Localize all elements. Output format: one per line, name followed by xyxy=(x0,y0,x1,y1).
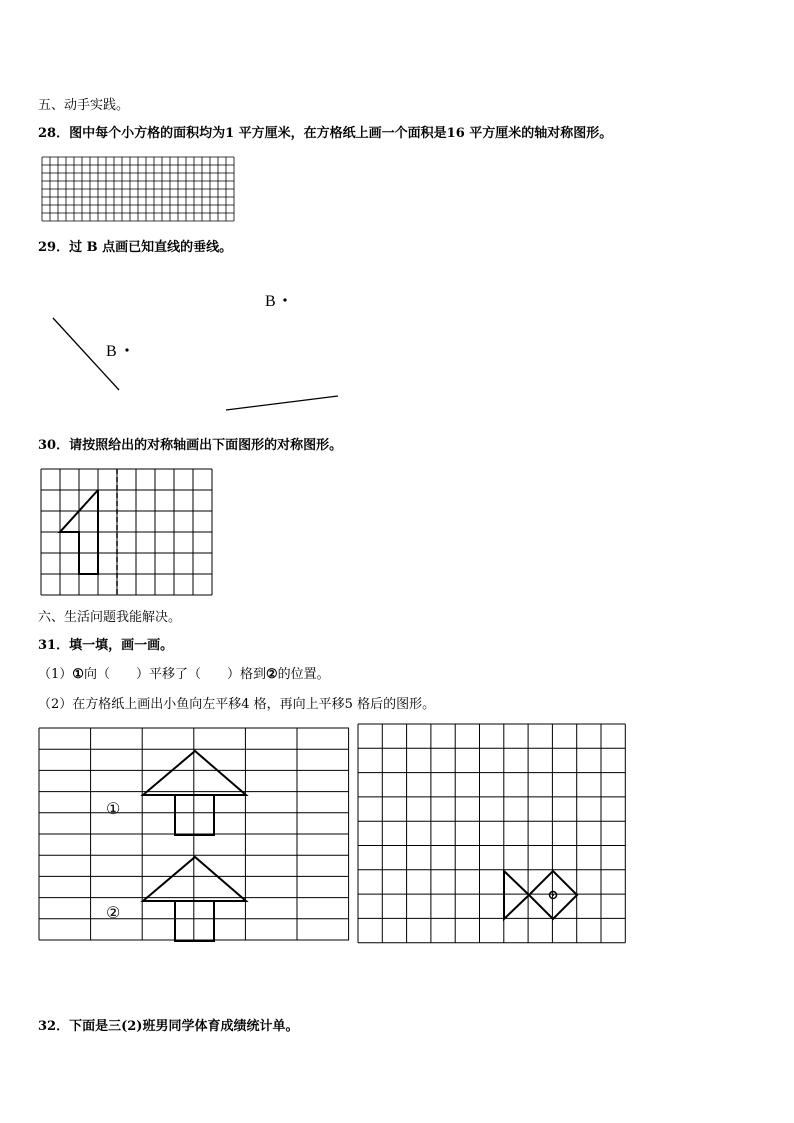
question-29-text: 29．过 B 点画已知直线的垂线。 xyxy=(38,240,233,255)
point-b-dot-upper xyxy=(283,298,286,301)
question-31-part1 xyxy=(38,668,330,681)
q28-square-grid xyxy=(40,155,236,221)
arrow-shape-1 xyxy=(143,751,246,835)
part1-middle-text: 向（ ）平移了（ ）格到 xyxy=(83,667,266,682)
q31-arrow-grid xyxy=(38,727,350,942)
circled-one-mark: ① xyxy=(72,667,84,682)
part1-suffix: 的位置。 xyxy=(277,667,330,682)
part1-prefix: （1） xyxy=(38,667,73,682)
section-6-heading: 六、生活问题我能解决。 xyxy=(38,610,182,625)
question-31-text: 31．填一填，画一画。 xyxy=(38,638,174,653)
point-b-dot-lower xyxy=(125,348,128,351)
question-30-text: 30．请按照给出的对称轴画出下面图形的对称图形。 xyxy=(38,438,343,453)
fish-shape xyxy=(504,871,577,919)
question-32-text: 32．下面是三(2)班男同学体育成绩统计单。 xyxy=(38,1019,299,1034)
q29-slanted-line xyxy=(226,396,338,410)
q31-fish-grid xyxy=(357,723,627,945)
q30-symmetry-grid xyxy=(40,468,214,598)
point-b-label-upper: B xyxy=(265,293,276,310)
circled-two-mark: ② xyxy=(265,667,278,682)
arrow-shape-2 xyxy=(143,857,246,941)
fish-tail xyxy=(504,871,529,919)
q29-lines-figure xyxy=(0,280,400,420)
question-31-part2: （2）在方格纸上画出小鱼向左平移4 格，再向上平移5 格后的图形。 xyxy=(38,697,436,712)
point-b-label-lower: B xyxy=(106,343,117,360)
section-5-heading: 五、动手实践。 xyxy=(38,98,130,113)
shape-1-label: ① xyxy=(106,801,121,818)
shape-2-label: ② xyxy=(106,905,121,922)
question-28-text: 28．图中每个小方格的面积均为1 平方厘米，在方格纸上画一个面积是16 平方厘米的轴对称图形。 xyxy=(38,126,613,141)
